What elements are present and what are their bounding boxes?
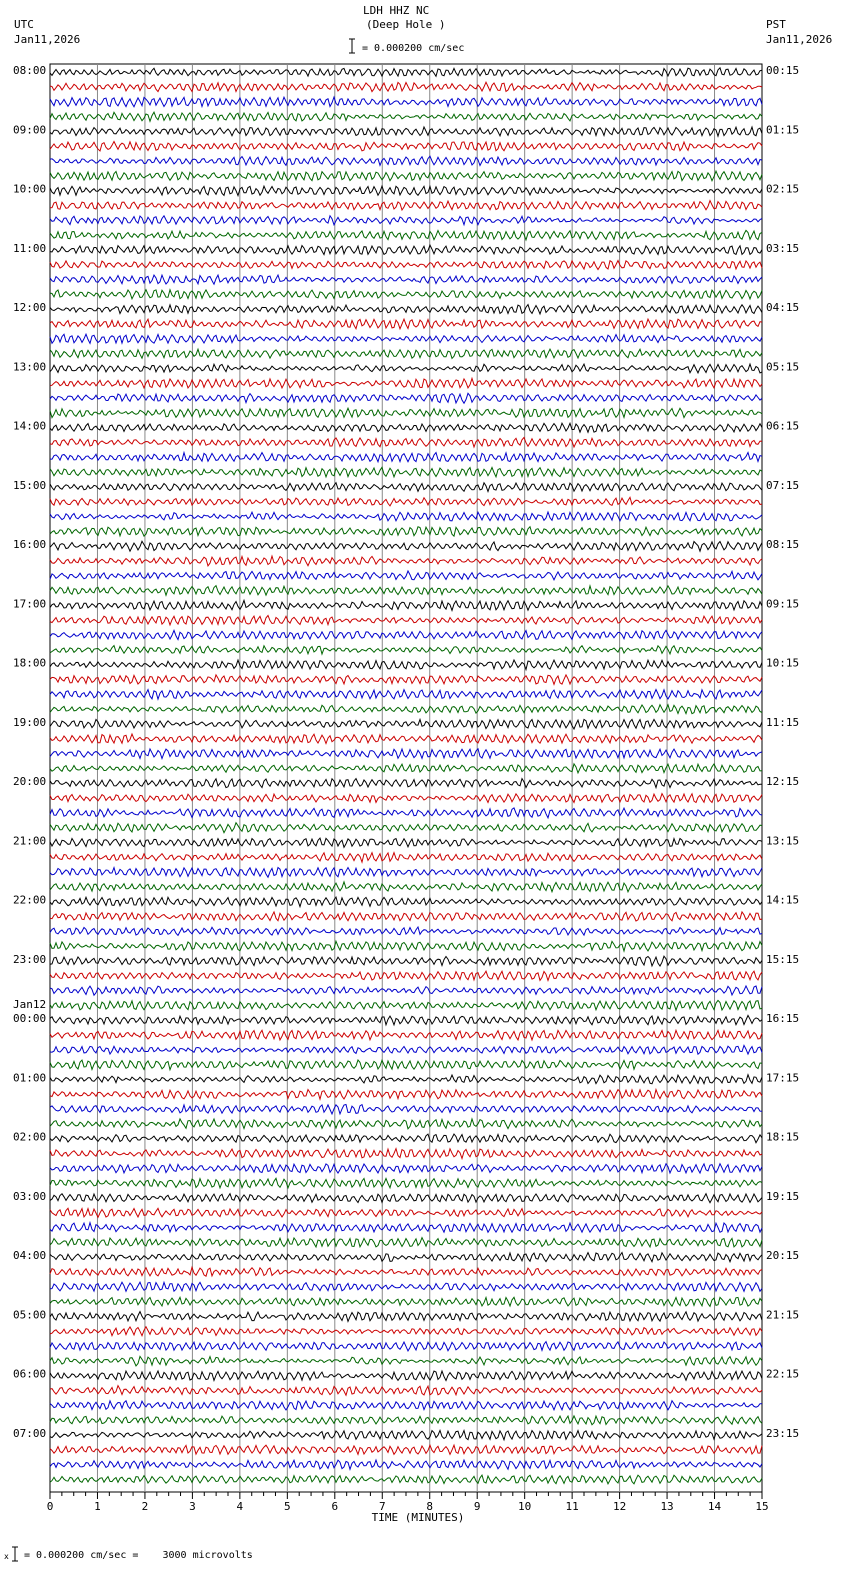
- trace-line: [50, 423, 762, 432]
- trace-line: [50, 956, 762, 966]
- utc-hour-label: 04:00: [13, 1249, 47, 1262]
- utc-hour-label: 09:00: [13, 123, 47, 137]
- trace-line: [50, 1119, 762, 1129]
- trace-line: [50, 1194, 762, 1203]
- pst-hour-label: 08:15: [766, 538, 800, 551]
- trace-line: [50, 497, 762, 506]
- trace-line: [50, 1356, 762, 1366]
- utc-hour-label: 01:00: [13, 1071, 47, 1085]
- trace-line: [50, 1253, 762, 1262]
- utc-hour-label: 17:00: [13, 597, 47, 611]
- x-tick-label: 7: [378, 1500, 386, 1513]
- trace-line: [50, 927, 762, 935]
- trace-line: [50, 1416, 762, 1425]
- trace-line: [50, 527, 762, 536]
- trace-line: [50, 571, 762, 580]
- trace-line: [50, 719, 762, 729]
- trace-line: [50, 838, 762, 847]
- trace-line: [50, 646, 762, 655]
- trace-line: [50, 290, 762, 299]
- utc-hour-label: 23:00: [13, 952, 47, 966]
- trace-line: [50, 1045, 762, 1054]
- trace-line: [50, 705, 762, 714]
- trace-line: [50, 97, 762, 107]
- pst-hour-label: 23:15: [766, 1426, 800, 1440]
- utc-hour-label: 20:00: [13, 775, 47, 788]
- x-tick-label: 4: [236, 1500, 244, 1513]
- trace-line: [50, 1223, 762, 1233]
- trace-line: [50, 1430, 762, 1439]
- x-tick-label: 13: [660, 1500, 674, 1513]
- trace-line: [50, 245, 762, 255]
- utc-hour-label: 15:00: [13, 478, 47, 492]
- pst-hour-label: 16:15: [766, 1012, 800, 1025]
- pst-hour-label: 18:15: [766, 1130, 800, 1144]
- x-tick-label: 15: [755, 1500, 769, 1513]
- trace-line: [50, 1371, 762, 1381]
- trace-line: [50, 600, 762, 610]
- trace-line: [50, 1105, 762, 1115]
- trace-line: [50, 556, 762, 566]
- trace-line: [50, 1312, 762, 1322]
- x-tick-label: 12: [612, 1500, 627, 1513]
- trace-line: [50, 1342, 762, 1351]
- x-tick-label: 0: [46, 1500, 54, 1513]
- pst-hour-label: 06:15: [766, 419, 800, 433]
- trace-line: [50, 1090, 762, 1100]
- trace-line: [50, 1460, 762, 1469]
- pst-hour-label: 03:15: [766, 241, 800, 255]
- trace-line: [50, 1401, 762, 1410]
- trace-line: [50, 201, 762, 210]
- trace-line: [50, 764, 762, 773]
- trace-line: [50, 1015, 762, 1025]
- pst-hour-label: 10:15: [766, 656, 800, 670]
- station-title: LDH HHZ NC: [363, 4, 430, 17]
- trace-line: [50, 305, 762, 314]
- trace-line: [50, 1208, 762, 1217]
- date-change-label: Jan12: [13, 998, 47, 1011]
- svg-text:x: x: [4, 1552, 9, 1561]
- utc-hour-label: 06:00: [13, 1367, 47, 1381]
- trace-line: [50, 586, 762, 596]
- trace-line: [50, 1149, 762, 1159]
- right-timezone-label: PST: [766, 18, 786, 31]
- x-tick-label: 10: [518, 1500, 532, 1513]
- right-date-label: Jan11,2026: [766, 33, 833, 46]
- trace-line: [50, 467, 762, 477]
- trace-line: [50, 1386, 762, 1396]
- trace-line: [50, 408, 762, 417]
- pst-hour-label: 02:15: [766, 182, 800, 196]
- x-tick-label: 1: [94, 1500, 101, 1513]
- utc-hour-label: 07:00: [13, 1426, 47, 1440]
- pst-hour-label: 07:15: [766, 478, 800, 492]
- x-tick-label: 5: [284, 1500, 291, 1513]
- pst-hour-label: 12:15: [766, 775, 800, 788]
- utc-hour-label: 03:00: [13, 1189, 47, 1203]
- trace-line: [50, 971, 762, 980]
- trace-line: [50, 779, 762, 788]
- left-date-label: Jan11,2026: [14, 33, 81, 46]
- trace-line: [50, 1000, 762, 1010]
- x-tick-label: 11: [565, 1500, 579, 1513]
- scale-label: = 0.000200 cm/sec: [362, 43, 465, 54]
- utc-hour-label: 22:00: [13, 893, 47, 907]
- trace-line: [50, 794, 762, 803]
- pst-hour-label: 04:15: [766, 301, 800, 314]
- pst-hour-label: 05:15: [766, 360, 800, 374]
- trace-line: [50, 142, 762, 152]
- trace-line: [50, 230, 762, 240]
- trace-line: [50, 1134, 762, 1143]
- trace-line: [50, 1060, 762, 1070]
- trace-line: [50, 1282, 762, 1291]
- trace-line: [50, 541, 762, 551]
- utc-hour-label: 13:00: [13, 360, 47, 374]
- trace-line: [50, 319, 762, 329]
- plot-frame: [50, 64, 762, 1492]
- trace-line: [50, 1164, 762, 1173]
- trace-line: [50, 171, 762, 181]
- trace-line: [50, 1030, 762, 1040]
- trace-line: [50, 216, 762, 225]
- trace-line: [50, 823, 762, 833]
- pst-hour-label: 11:15: [766, 715, 800, 729]
- trace-line: [50, 127, 762, 136]
- pst-hour-label: 00:15: [766, 64, 800, 77]
- left-timezone-label: UTC: [14, 18, 34, 31]
- pst-hour-label: 15:15: [766, 952, 800, 966]
- trace-line: [50, 1475, 762, 1484]
- trace-line: [50, 675, 762, 685]
- x-tick-label: 6: [331, 1500, 339, 1513]
- trace-line: [50, 912, 762, 921]
- pst-hour-label: 01:15: [766, 123, 800, 137]
- x-tick-label: 3: [189, 1500, 196, 1513]
- trace-line: [50, 1267, 762, 1276]
- utc-hour-label: 21:00: [13, 834, 47, 848]
- trace-line: [50, 986, 762, 995]
- trace-line: [50, 68, 762, 77]
- trace-line: [50, 261, 762, 270]
- trace-line: [50, 1075, 762, 1084]
- x-tick-label: 9: [473, 1500, 481, 1513]
- trace-line: [50, 156, 762, 165]
- trace-line: [50, 660, 762, 670]
- trace-line: [50, 186, 762, 196]
- trace-line: [50, 453, 762, 462]
- trace-line: [50, 630, 762, 639]
- trace-group: [50, 68, 762, 1484]
- trace-line: [50, 1238, 762, 1247]
- pst-hour-label: 19:15: [766, 1189, 800, 1203]
- utc-hour-label: 11:00: [13, 241, 47, 255]
- trace-line: [50, 1297, 762, 1306]
- utc-hour-label: 00:00: [13, 1012, 47, 1025]
- x-tick-label: 8: [426, 1500, 434, 1513]
- utc-hour-label: 18:00: [13, 656, 47, 670]
- trace-line: [50, 364, 762, 373]
- trace-line: [50, 82, 762, 91]
- pst-hour-label: 13:15: [766, 834, 800, 848]
- trace-line: [50, 1445, 762, 1454]
- pst-hour-label: 09:15: [766, 597, 800, 611]
- trace-line: [50, 882, 762, 892]
- pst-hour-label: 14:15: [766, 893, 800, 907]
- x-tick-label: 2: [141, 1500, 149, 1513]
- trace-line: [50, 808, 762, 818]
- trace-line: [50, 734, 762, 744]
- trace-line: [50, 941, 762, 951]
- trace-line: [50, 853, 762, 863]
- utc-hour-label: 10:00: [13, 182, 47, 196]
- trace-line: [50, 897, 762, 907]
- x-axis-label: TIME (MINUTES): [371, 1511, 465, 1524]
- trace-line: [50, 275, 762, 284]
- x-tick-label: 14: [707, 1500, 722, 1513]
- station-location: (Deep Hole ): [366, 18, 446, 31]
- utc-hour-label: 19:00: [13, 715, 47, 729]
- trace-line: [50, 1327, 762, 1336]
- trace-line: [50, 690, 762, 700]
- utc-hour-label: 14:00: [13, 419, 47, 433]
- utc-hour-label: 08:00: [13, 64, 47, 77]
- trace-line: [50, 483, 762, 492]
- trace-line: [50, 512, 762, 521]
- utc-hour-label: 02:00: [13, 1130, 47, 1144]
- trace-line: [50, 393, 762, 403]
- trace-line: [50, 112, 762, 121]
- pst-hour-label: 20:15: [766, 1249, 800, 1262]
- utc-hour-label: 16:00: [13, 538, 47, 551]
- trace-line: [50, 616, 762, 625]
- utc-hour-label: 05:00: [13, 1308, 47, 1322]
- footer-scale-label: = 0.000200 cm/sec = 3000 microvolts: [24, 1550, 253, 1561]
- pst-hour-label: 21:15: [766, 1308, 800, 1322]
- pst-hour-label: 22:15: [766, 1367, 800, 1381]
- label-group: [13, 64, 799, 1524]
- trace-line: [50, 378, 762, 388]
- trace-line: [50, 1178, 762, 1188]
- footer-scale-icon: [4, 1546, 20, 1562]
- trace-line: [50, 349, 762, 358]
- trace-line: [50, 749, 762, 759]
- pst-hour-label: 17:15: [766, 1071, 800, 1085]
- trace-line: [50, 334, 762, 343]
- trace-line: [50, 438, 762, 448]
- utc-hour-label: 12:00: [13, 301, 47, 314]
- trace-line: [50, 868, 762, 878]
